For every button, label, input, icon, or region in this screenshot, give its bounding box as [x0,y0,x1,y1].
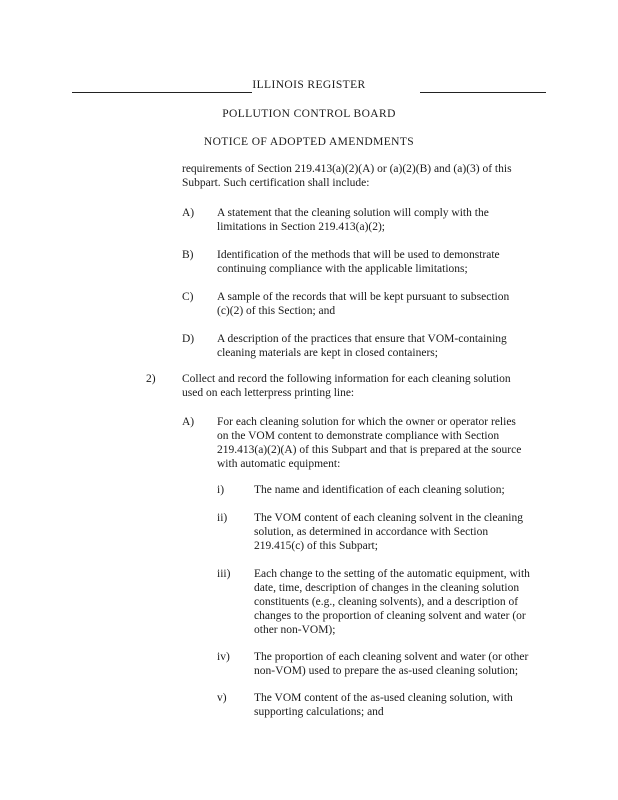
subitem-line: The VOM content of the as-used cleaning solution, with [254,692,513,704]
subitem-line: The name and identification of each cleaning solution; [254,484,505,496]
intro-paragraph [182,162,512,190]
subitem-text [254,650,528,678]
subitem-line: non-VOM) used to prepare the as-used cleaning solution; [254,665,519,677]
subitem-text [254,691,513,719]
item-text [217,248,500,276]
subitem-label: iii) [217,568,231,580]
item-line: limitations in Section 219.413(a)(2); [217,221,386,233]
item-label: B) [182,249,194,261]
subitem-line: supporting calculations; and [254,706,384,718]
item-line: A description of the practices that ensure that VOM-containing [217,333,507,345]
intro-line: Subpart. Such certification shall include: [182,177,370,189]
item-text [217,332,507,360]
item-line: A statement that the cleaning solution will comply with the [217,207,489,219]
item-line: cleaning materials are kept in closed containers; [217,347,438,359]
subitem-text [254,567,530,637]
subitem-line: solution, as determined in accordance with Section [254,526,489,538]
subitem-line: The VOM content of each cleaning solvent in the cleaning [254,512,523,524]
item-2a-text [217,415,521,471]
item-text [217,290,509,318]
item-label: D) [182,333,195,345]
subitem-text [254,511,523,553]
notice-title: NOTICE OF ADOPTED AMENDMENTS [203,136,415,148]
register-title: ILLINOIS REGISTER [252,79,366,91]
subitem-label: v) [217,692,227,704]
header-rule-right [420,92,546,93]
item-line: Collect and record the following information for each cleaning solution [182,373,511,385]
item-2-text [182,372,511,400]
item-line: A sample of the records that will be kept pursuant to subsection [217,291,510,303]
subitem-line: The proportion of each cleaning solvent and water (or other [254,651,529,663]
subitem-line: 219.415(c) of this Subpart; [254,540,378,552]
item-text [217,206,489,234]
item-line: 219.413(a)(2)(A) of this Subpart and that is prepared at the source [217,444,522,456]
agency-title: POLLUTION CONTROL BOARD [222,108,396,120]
item-label: C) [182,291,194,303]
item-line: Identification of the methods that will be used to demonstrate [217,249,500,261]
intro-line: requirements of Section 219.413(a)(2)(A) or (a)(2)(B) and (a)(3) of this [182,163,512,175]
subitem-label: iv) [217,651,230,663]
item-2-label: 2) [146,373,156,385]
item-line: continuing compliance with the applicable limitations; [217,263,468,275]
item-line: used on each letterpress printing line: [182,387,355,399]
header-rule-left [72,92,252,93]
item-line: on the VOM content to demonstrate compliance with Section [217,430,500,442]
item-line: (c)(2) of this Section; and [217,305,336,317]
item-line: with automatic equipment: [217,458,341,470]
subitem-line: other non-VOM); [254,624,336,636]
subitem-label: ii) [217,512,228,524]
subitem-line: constituents (e.g., cleaning solvents), and a description of [254,596,519,608]
item-line: For each cleaning solution for which the owner or operator relies [217,416,516,428]
subitem-line: date, time, description of changes in the cleaning solution [254,582,520,594]
item-label: A) [182,207,195,219]
item-2a-label: A) [182,416,195,428]
subitem-label: i) [217,484,225,496]
subitem-line: changes to the proportion of cleaning solvent and water (or [254,610,526,622]
subitem-text [254,483,505,497]
subitem-line: Each change to the setting of the automatic equipment, with [254,568,530,580]
